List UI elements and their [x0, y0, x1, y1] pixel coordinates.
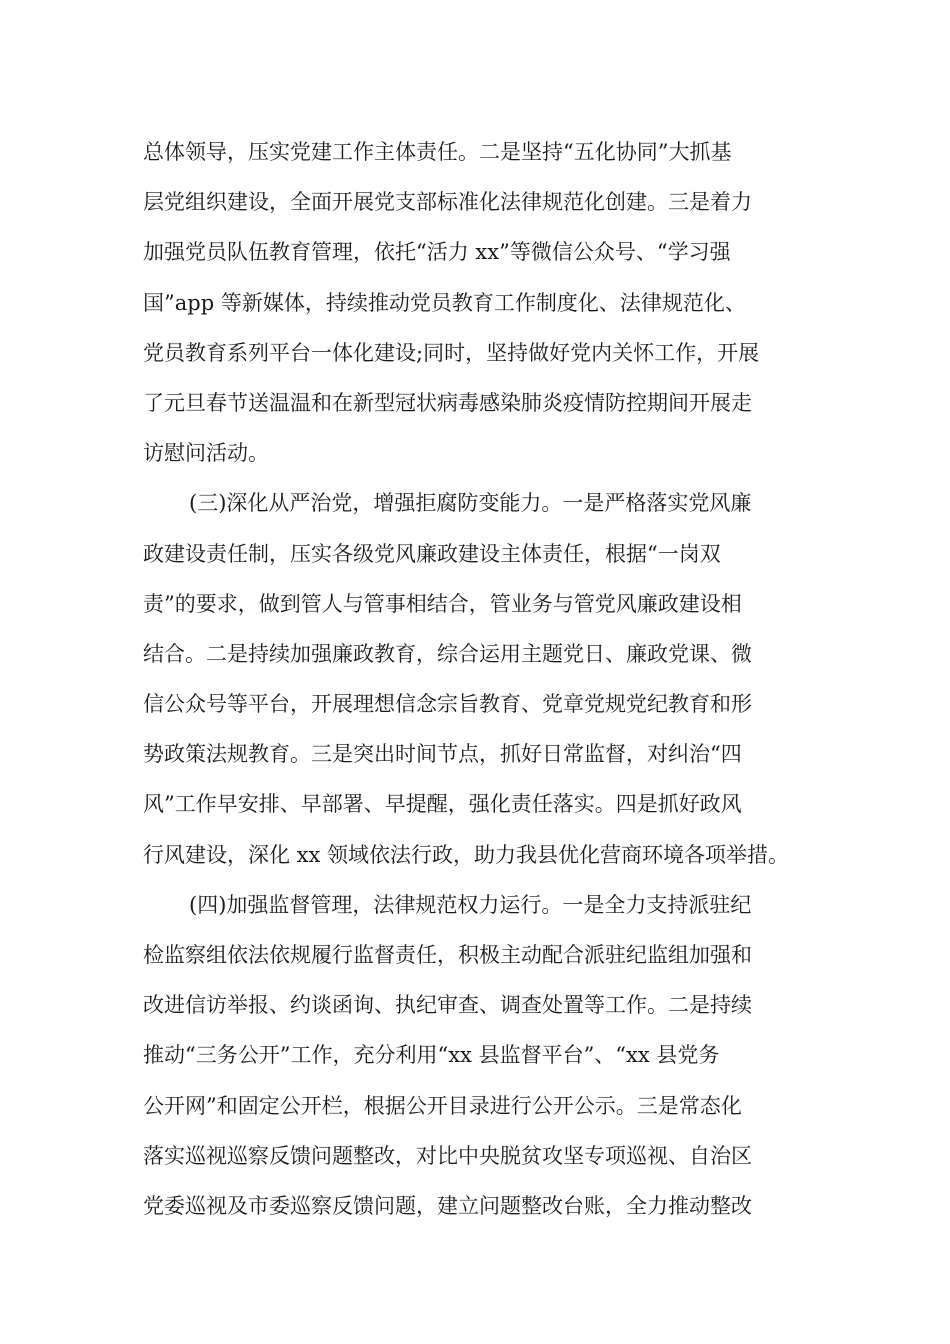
text-line-21: 落实巡视巡察反馈问题整改，对比中央脱贫攻坚专项巡视、自治区: [143, 1143, 752, 1168]
text-line-17: 检监察组依法依规履行监督责任，积极主动配合派驻纪监组加强和: [143, 943, 752, 967]
text-line-6: 了元旦春节送温温和在新型冠状病毒感染肺炎疫情防控期间开展走: [143, 390, 752, 415]
text-line-15: 行风建设，深化 xx 领域依法行政，助力我县优化营商环境各项举措。: [143, 842, 790, 867]
text-line-9: 政建设责任制，压实各级党风廉政建设主体责任，根据“一岗双: [143, 541, 721, 566]
body-text: [143, 130, 811, 1234]
section-three-heading-line: (三)深化从严治党，增强拒腐防变能力。一是严格落实党风廉: [189, 491, 752, 516]
text-line-19: 推动“三务公开”工作，充分利用“xx 县监督平台”、“xx 县党务: [143, 1043, 720, 1068]
text-line-5: 党员教育系列平台一体化建设;同时，坚持做好党内关怀工作，开展: [143, 340, 760, 365]
text-line-3: 加强党员队伍教育管理，依托“活力 xx”等微信公众号、“学习强: [143, 240, 731, 265]
text-line-22: 党委巡视及市委巡察反馈问题，建立问题整改台账，全力推动整改: [143, 1193, 752, 1218]
text-line-7: 访慰问活动。: [143, 441, 269, 466]
text-line-11: 结合。二是持续加强廉政教育，综合运用主题党日、廉政党课、微: [143, 641, 752, 666]
text-line-20: 公开网”和固定公开栏，根据公开目录进行公开公示。三是常态化: [143, 1093, 742, 1118]
text-line-13: 势政策法规教育。三是突出时间节点，抓好日常监督，对纠治“四: [143, 742, 742, 767]
section-four-heading-line: (四)加强监督管理，法律规范权力运行。一是全力支持派驻纪: [189, 892, 752, 917]
text-line-10: 责”的要求，做到管人与管事相结合，管业务与管党风廉政建设相: [143, 591, 742, 616]
text-line-12: 信公众号等平台，开展理想信念宗旨教育、党章党规党纪教育和形: [143, 692, 752, 717]
text-line-18: 改进信访举报、约谈函询、执纪审查、调查处置等工作。二是持续: [143, 993, 752, 1018]
text-line-2: 层党组织建设，全面开展党支部标准化法律规范化创建。三是着力: [143, 190, 752, 215]
text-line-4: 国”app 等新媒体，持续推动党员教育工作制度化、法律规范化、: [143, 290, 746, 315]
text-line-14: 风”工作早安排、早部署、早提醒，强化责任落实。四是抓好政风: [143, 792, 742, 817]
text-line-1: 总体领导，压实党建工作主体责任。二是坚持“五化协同”大抓基: [143, 140, 732, 164]
